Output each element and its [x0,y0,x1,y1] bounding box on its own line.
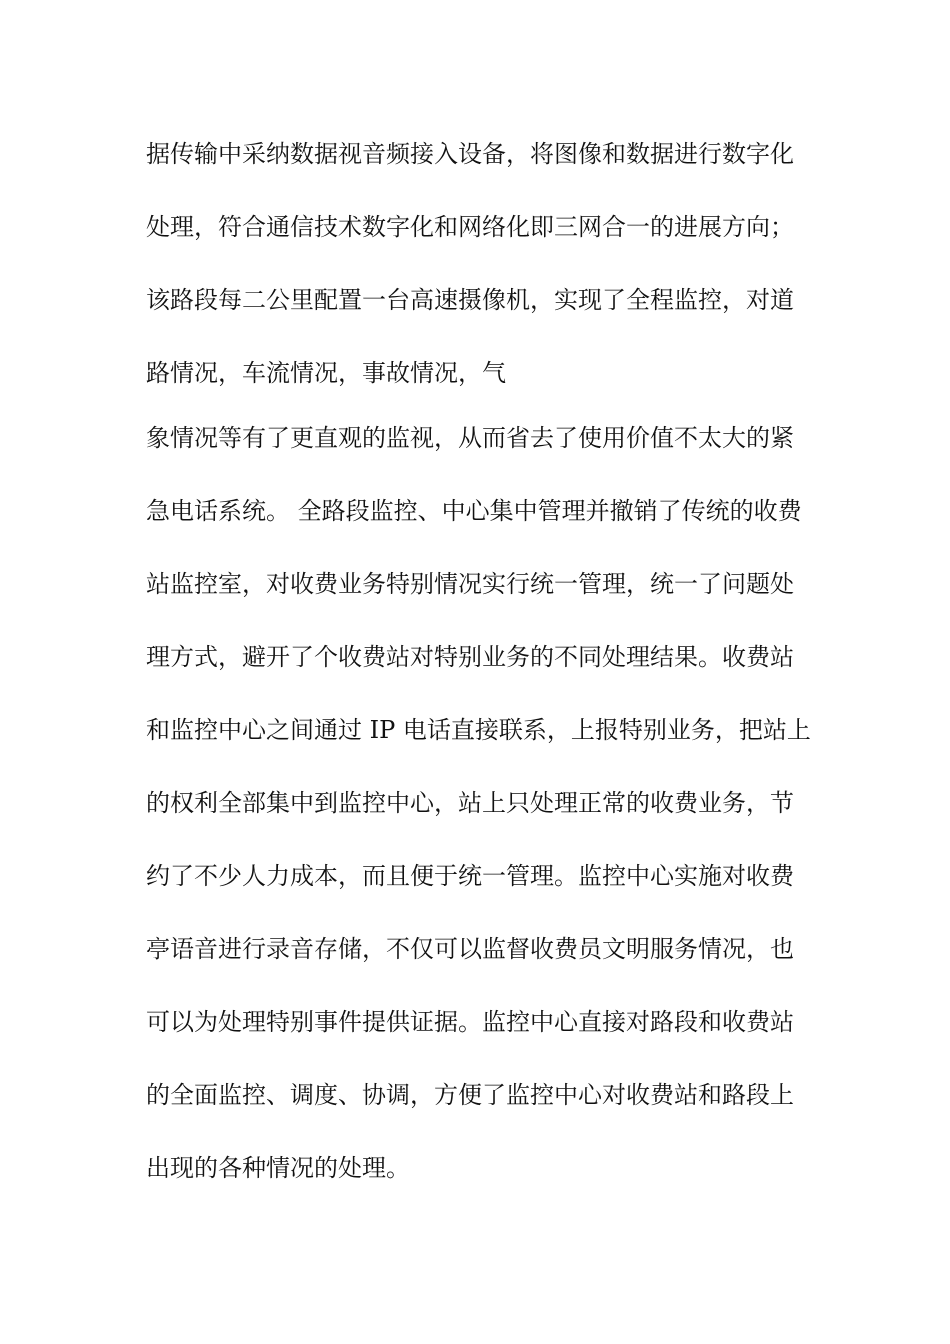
text-line: 急电话系统。 全路段监控、中心集中管理并撤销了传统的收费 [146,497,802,525]
text-line: 的全面监控、调度、协调，方便了监控中心对收费站和路段上 [146,1081,794,1109]
text-line: 该路段每二公里配置一台高速摄像机，实现了全程监控，对道 [146,286,794,314]
text-line: 出现的各种情况的处理。 [146,1154,410,1182]
text-line: 和监控中心之间通过 IP 电话直接联系，上报特别业务，把站上 [146,716,811,744]
text-line: 站监控室，对收费业务特别情况实行统一管理，统一了问题处 [146,570,794,598]
text-line: 理方式，避开了个收费站对特别业务的不同处理结果。收费站 [146,643,794,671]
text-line: 约了不少人力成本，而且便于统一管理。监控中心实施对收费 [146,862,794,890]
text-line: 象情况等有了更直观的监视，从而省去了使用价值不太大的紧 [146,424,794,452]
text-line: 的权利全部集中到监控中心，站上只处理正常的收费业务，节 [146,789,794,817]
text-line: 处理，符合通信技术数字化和网络化即三网合一的进展方向； [146,213,794,241]
body-text [146,127,811,1214]
text-line: 亭语音进行录音存储，不仅可以监督收费员文明服务情况，也 [146,935,794,963]
text-line: 路情况，车流情况，事故情况，气 [146,359,506,387]
text-line: 可以为处理特别事件提供证据。监控中心直接对路段和收费站 [146,1008,794,1036]
text-line: 据传输中采纳数据视音频接入设备，将图像和数据进行数字化 [146,140,794,168]
